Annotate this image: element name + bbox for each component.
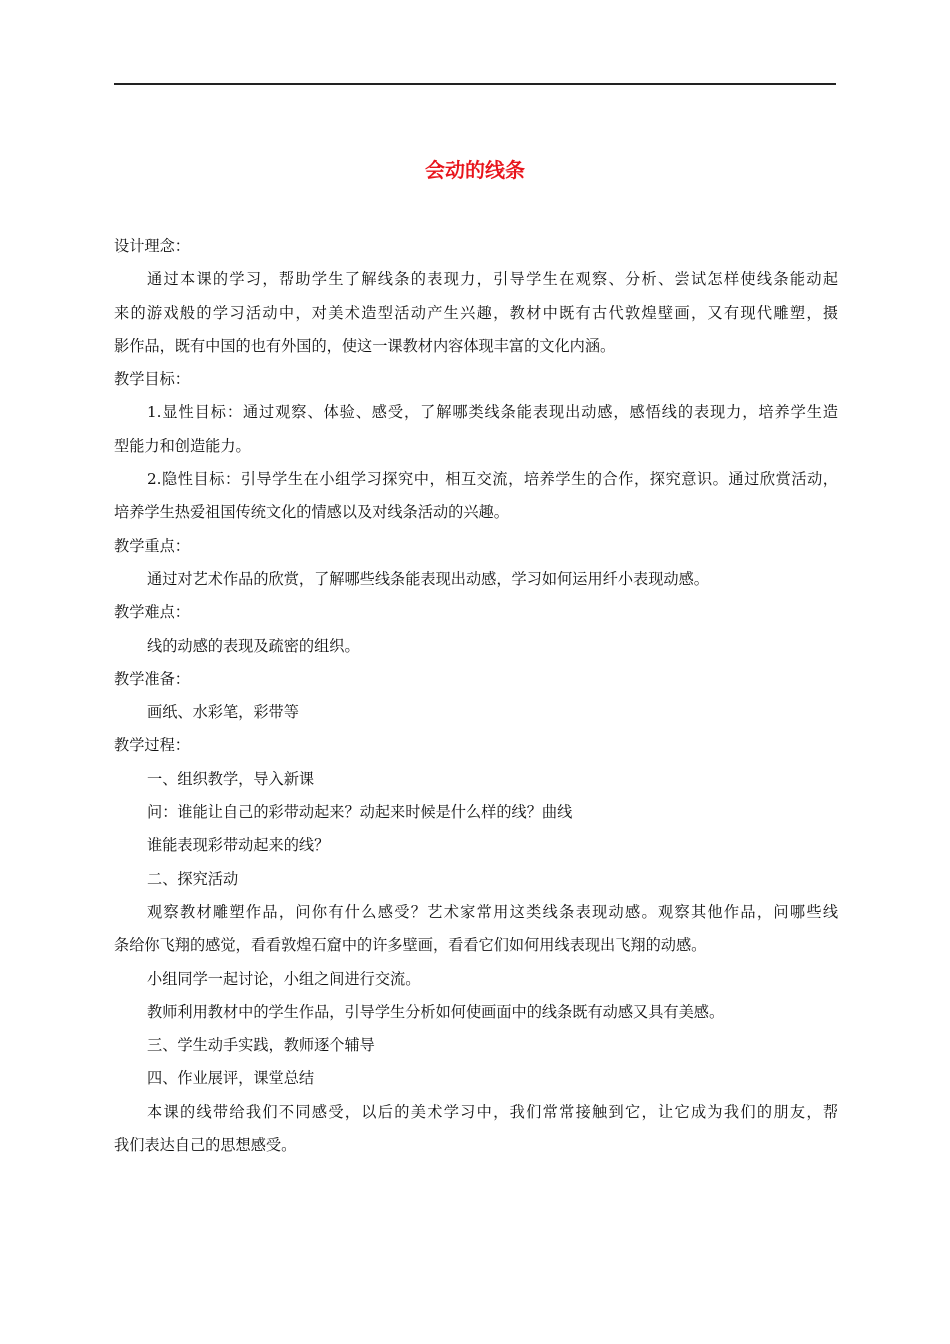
paragraph-line: 问：谁能让自己的彩带动起来？动起来时候是什么样的线？曲线 — [147, 803, 573, 822]
paragraph-line: 影作品，既有中国的也有外国的，使这一课教材内容体现丰富的文化内涵。 — [114, 336, 616, 355]
section-heading-design: 设计理念： — [114, 237, 190, 255]
paragraph-line: 线的动感的表现及疏密的组织。 — [147, 636, 360, 655]
paragraph-line: 来的游戏般的学习活动中，对美术造型活动产生兴趣，教材中既有古代敦煌壁画，又有现代雕塑，摄 — [114, 303, 838, 322]
paragraph-line: 教师利用教材中的学生作品，引导学生分析如何使画面中的线条既有动感又具有美感。 — [147, 1002, 725, 1021]
document-body — [114, 230, 838, 1162]
section-heading-difficulty: 教学难点： — [114, 603, 190, 622]
paragraph-line: 观察教材雕塑作品，问你有什么感受？艺术家常用这类线条表现动感。观察其他作品，问哪些线 — [147, 902, 838, 921]
paragraph-line: 谁能表现彩带动起来的线？ — [147, 836, 330, 855]
paragraph-line: 培养学生热爱祖国传统文化的情感以及对线条活动的兴趣。 — [114, 503, 509, 522]
section-heading-key: 教学重点： — [114, 536, 190, 555]
paragraph-line: 条给你飞翔的感觉，看看敦煌石窟中的许多壁画，看看它们如何用线表现出飞翔的动感。 — [114, 936, 707, 955]
paragraph-line: 型能力和创造能力。 — [114, 436, 251, 455]
section-heading-prep: 教学准备： — [114, 669, 190, 688]
paragraph-line: 小组同学一起讨论，小组之间进行交流。 — [147, 969, 421, 988]
section-heading-goals: 教学目标： — [114, 370, 190, 389]
paragraph-line: 2.隐性目标：引导学生在小组学习探究中，相互交流，培养学生的合作，探究意识。通过欣赏活动， — [147, 470, 838, 489]
step-heading: 二、探究活动 — [147, 869, 239, 888]
step-heading: 三、学生动手实践，教师逐个辅导 — [147, 1036, 375, 1055]
paragraph-line: 画纸、水彩笔，彩带等 — [147, 703, 299, 722]
section-heading-process: 教学过程： — [114, 736, 190, 755]
paragraph-line: 我们表达自己的思想感受。 — [114, 1136, 297, 1155]
paragraph-line: 通过本课的学习，帮助学生了解线条的表现力，引导学生在观察、分析、尝试怎样使线条能动起 — [147, 270, 838, 289]
step-heading: 一、组织教学，导入新课 — [147, 769, 315, 788]
paragraph-line: 通过对艺术作品的欣赏，了解哪些线条能表现出动感，学习如何运用纤小表现动感。 — [147, 569, 709, 588]
document-title: 会动的线条 — [425, 158, 525, 182]
step-heading: 四、作业展评，课堂总结 — [147, 1069, 315, 1088]
paragraph-line: 1.显性目标：通过观察、体验、感受，了解哪类线条能表现出动感，感悟线的表现力，培养学生造 — [147, 403, 838, 422]
header-rule — [114, 83, 836, 85]
paragraph-line: 本课的线带给我们不同感受，以后的美术学习中，我们常常接触到它，让它成为我们的朋友，帮 — [147, 1102, 838, 1121]
